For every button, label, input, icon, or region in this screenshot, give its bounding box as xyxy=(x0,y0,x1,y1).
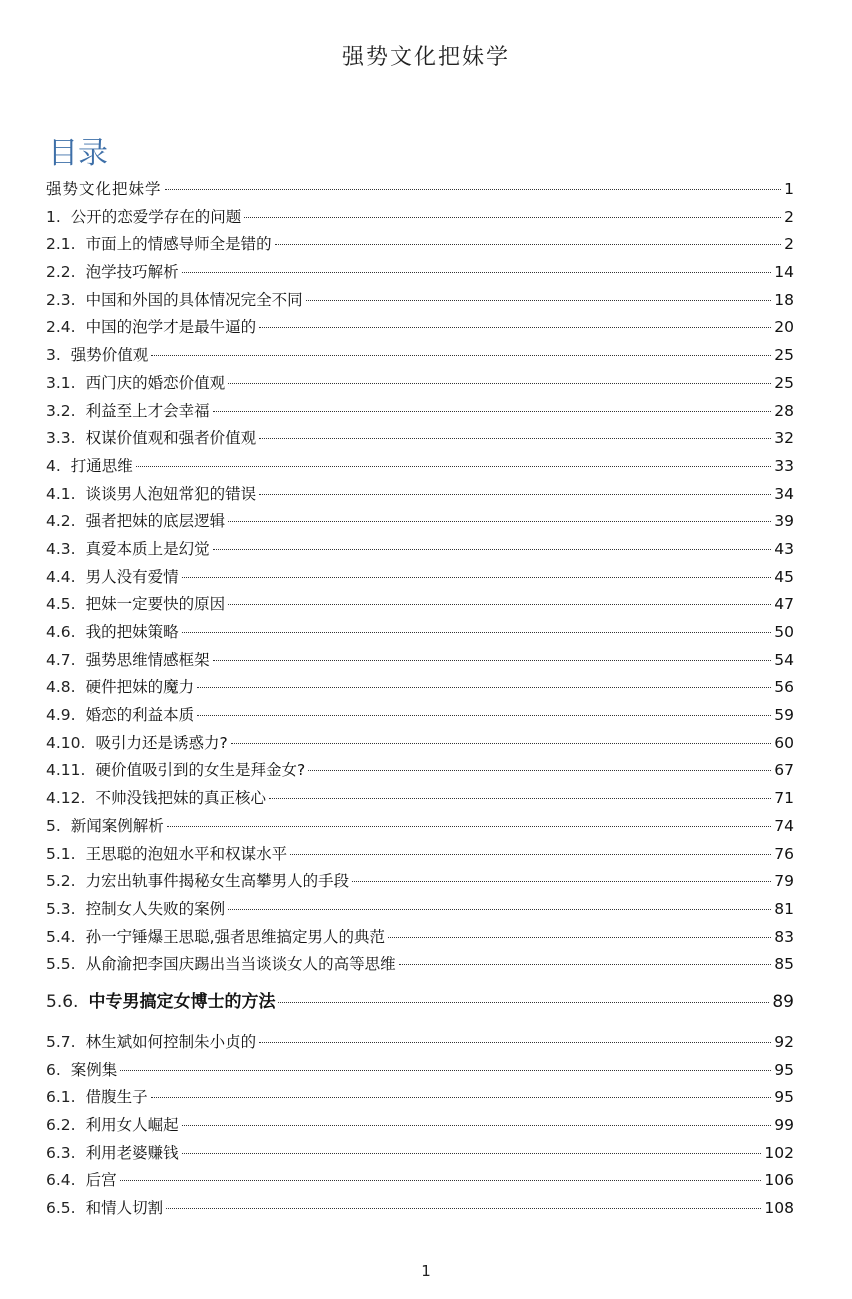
toc-entry-page: 32 xyxy=(774,429,794,448)
toc-entry-label: 控制女人失败的案例 xyxy=(85,899,226,918)
toc-entry-label: 新闻案例解析 xyxy=(70,816,164,835)
toc-dot-leader xyxy=(166,1208,761,1209)
toc-entry-number: 4.4. xyxy=(46,567,76,586)
toc-entry-label: 硬价值吸引到的女生是拜金女? xyxy=(95,761,306,780)
toc-entry[interactable] xyxy=(46,564,794,592)
toc-entry-page: 43 xyxy=(774,539,794,558)
toc-entry-number: 5.6. xyxy=(46,991,79,1012)
toc-dot-leader xyxy=(259,438,771,439)
toc-entry[interactable] xyxy=(46,702,794,730)
toc-entry[interactable] xyxy=(46,1057,794,1085)
toc-entry[interactable] xyxy=(46,951,794,979)
toc-entry-label: 把妹一定要快的原因 xyxy=(85,595,226,614)
toc-entry-number: 6.3. xyxy=(46,1143,76,1162)
toc-entry-number: 2.3. xyxy=(46,290,76,309)
toc-dot-leader xyxy=(136,466,771,467)
toc-dot-leader xyxy=(182,577,772,578)
toc-entry[interactable] xyxy=(46,1084,794,1112)
toc-entry-number: 5.1. xyxy=(46,844,76,863)
toc-dot-leader xyxy=(197,687,771,688)
toc-dot-leader xyxy=(182,632,772,633)
toc-entry-page: 18 xyxy=(774,290,794,309)
toc-entry[interactable] xyxy=(46,868,794,896)
toc-dot-leader xyxy=(306,300,772,301)
toc-entry-label: 真爱本质上是幻觉 xyxy=(85,539,210,558)
toc-entry-number: 4.2. xyxy=(46,512,76,531)
toc-dot-leader xyxy=(308,770,771,771)
toc-entry-page: 83 xyxy=(774,927,794,946)
toc-dot-leader xyxy=(388,937,771,938)
toc-entry-label: 吸引力还是诱惑力? xyxy=(95,733,228,752)
toc-dot-leader xyxy=(165,189,782,190)
toc-entry-label: 婚恋的利益本质 xyxy=(85,706,195,725)
toc-entry-label: 孙一宁锤爆王思聪,强者思维搞定男人的典范 xyxy=(85,927,386,946)
toc-entry-page: 1 xyxy=(784,180,794,198)
toc-entry-label: 男人没有爱情 xyxy=(85,567,179,586)
toc-entry-page: 106 xyxy=(764,1171,794,1190)
toc-entry-label: 林生斌如何控制朱小贞的 xyxy=(85,1032,257,1051)
toc-entry[interactable] xyxy=(46,813,794,841)
toc-dot-leader xyxy=(120,1180,762,1181)
toc-entry-number: 5.2. xyxy=(46,872,76,891)
toc-entry-number: 3.2. xyxy=(46,401,76,420)
toc-dot-leader xyxy=(182,272,772,273)
toc-entry-label: 强势文化把妹学 xyxy=(46,180,162,198)
toc-entry[interactable] xyxy=(46,730,794,758)
toc-entry[interactable] xyxy=(46,231,794,259)
toc-entry-page: 81 xyxy=(774,899,794,918)
toc-entry-page: 25 xyxy=(774,346,794,365)
toc-entry[interactable] xyxy=(46,1167,794,1195)
toc-entry-number: 5.7. xyxy=(46,1032,76,1051)
toc-entry-number: 4.3. xyxy=(46,539,76,558)
toc-entry-label: 后宫 xyxy=(85,1171,117,1190)
toc-entry-label: 强势思维情感框架 xyxy=(85,650,210,669)
toc-dot-leader xyxy=(120,1070,771,1071)
toc-entry-number: 6. xyxy=(46,1060,61,1079)
toc-entry-page: 28 xyxy=(774,401,794,420)
toc-entry-label: 中国和外国的具体情况完全不同 xyxy=(85,290,303,309)
toc-heading: 目录 xyxy=(48,136,108,171)
toc-entry-page: 33 xyxy=(774,456,794,475)
toc-entry-label: 借腹生子 xyxy=(85,1088,148,1107)
toc-entry-page: 50 xyxy=(774,623,794,641)
toc-entry-number: 2.2. xyxy=(46,263,76,282)
toc-entry[interactable] xyxy=(46,481,794,509)
toc-entry[interactable] xyxy=(46,425,794,453)
toc-entry-page: 95 xyxy=(774,1060,794,1079)
toc-entry[interactable] xyxy=(46,536,794,564)
toc-entry-label: 谈谈男人泡妞常犯的错误 xyxy=(85,484,257,503)
toc-entry-label: 中国的泡学才是最牛逼的 xyxy=(85,318,257,337)
toc-dot-leader xyxy=(197,715,771,716)
toc-entry[interactable] xyxy=(46,314,794,342)
toc-entry-number: 3.1. xyxy=(46,373,76,392)
toc-dot-leader xyxy=(259,494,771,495)
toc-entry[interactable] xyxy=(46,985,794,1019)
toc-entry-number: 5.3. xyxy=(46,899,76,918)
toc-entry-label: 硬件把妹的魔力 xyxy=(85,678,195,697)
toc-dot-leader xyxy=(167,826,771,827)
toc-entry[interactable] xyxy=(46,508,794,536)
toc-entry-page: 59 xyxy=(774,706,794,725)
toc-entry-page: 34 xyxy=(774,484,794,503)
toc-entry-number: 5. xyxy=(46,816,61,835)
table-of-contents xyxy=(46,176,794,1223)
toc-dot-leader xyxy=(269,798,771,799)
toc-entry-page: 74 xyxy=(774,816,794,835)
toc-dot-leader xyxy=(244,217,781,218)
toc-dot-leader xyxy=(231,743,772,744)
toc-entry-label: 我的把妹策略 xyxy=(85,623,179,641)
toc-entry-number: 1. xyxy=(46,207,61,226)
toc-dot-leader xyxy=(182,1153,762,1154)
toc-entry-page: 108 xyxy=(764,1199,794,1218)
toc-entry[interactable] xyxy=(46,896,794,924)
toc-dot-leader xyxy=(228,521,771,522)
toc-entry-number: 3. xyxy=(46,346,61,365)
toc-entry-number: 6.4. xyxy=(46,1171,76,1190)
toc-entry-label: 不帅没钱把妹的真正核心 xyxy=(95,789,266,808)
toc-entry[interactable] xyxy=(46,1195,794,1223)
toc-dot-leader xyxy=(228,909,771,910)
document-title: 强势文化把妹学 xyxy=(341,45,510,70)
toc-entry-number: 4.7. xyxy=(46,650,76,669)
toc-dot-leader xyxy=(228,383,771,384)
toc-dot-leader xyxy=(213,660,772,661)
toc-dot-leader xyxy=(151,355,771,356)
toc-entry-page: 79 xyxy=(774,872,794,891)
toc-entry-page: 45 xyxy=(774,567,794,586)
toc-dot-leader xyxy=(228,604,771,605)
toc-entry-label: 市面上的情感导师全是错的 xyxy=(85,235,272,254)
toc-dot-leader xyxy=(275,244,782,245)
toc-entry-label: 强者把妹的底层逻辑 xyxy=(85,512,226,531)
toc-entry-label: 从俞渝把李国庆踢出当当谈谈女人的高等思维 xyxy=(85,955,396,974)
toc-entry[interactable] xyxy=(46,1112,794,1140)
toc-entry-label: 王思聪的泡妞水平和权谋水平 xyxy=(85,844,288,863)
toc-entry-page: 67 xyxy=(774,761,794,780)
toc-entry-label: 利用女人崛起 xyxy=(85,1116,179,1134)
toc-dot-leader xyxy=(213,549,772,550)
toc-entry[interactable] xyxy=(46,342,794,370)
toc-entry[interactable] xyxy=(46,398,794,426)
toc-entry-number: 4.9. xyxy=(46,706,76,725)
toc-entry-page: 14 xyxy=(774,263,794,282)
toc-entry[interactable] xyxy=(46,453,794,481)
toc-entry-page: 71 xyxy=(774,789,794,808)
toc-entry-number: 5.5. xyxy=(46,955,76,974)
toc-entry-label: 力宏出轨事件揭秘女生高攀男人的手段 xyxy=(85,872,350,891)
toc-entry[interactable] xyxy=(46,757,794,785)
toc-entry[interactable] xyxy=(46,924,794,952)
toc-entry-label: 权谋价值观和强者价值观 xyxy=(85,429,257,448)
toc-entry-page: 76 xyxy=(774,844,794,863)
toc-entry-page: 92 xyxy=(774,1032,794,1051)
toc-entry-page: 89 xyxy=(772,991,794,1012)
toc-entry-number: 4.6. xyxy=(46,623,76,641)
toc-entry-label: 利用老婆赚钱 xyxy=(85,1143,179,1162)
toc-entry[interactable] xyxy=(46,785,794,813)
toc-entry-label: 打通思维 xyxy=(70,456,133,475)
toc-entry[interactable] xyxy=(46,841,794,869)
toc-entry[interactable] xyxy=(46,259,794,287)
toc-entry-number: 5.4. xyxy=(46,927,76,946)
toc-entry[interactable] xyxy=(46,647,794,675)
toc-entry[interactable] xyxy=(46,1140,794,1168)
toc-entry-number: 4.1. xyxy=(46,484,76,503)
toc-entry-number: 4.11. xyxy=(46,761,86,780)
toc-entry[interactable] xyxy=(46,176,794,204)
toc-entry-number: 6.1. xyxy=(46,1088,76,1107)
toc-entry-page: 56 xyxy=(774,678,794,697)
toc-entry-page: 60 xyxy=(774,733,794,752)
toc-dot-leader xyxy=(259,1042,771,1043)
toc-entry-number: 4.8. xyxy=(46,678,76,697)
toc-entry-number: 4.12. xyxy=(46,789,86,808)
toc-entry-page: 95 xyxy=(774,1088,794,1107)
toc-dot-leader xyxy=(278,1002,769,1003)
toc-entry-label: 和情人切割 xyxy=(85,1199,164,1218)
toc-entry-page: 85 xyxy=(774,955,794,974)
toc-entry[interactable] xyxy=(46,591,794,619)
toc-entry-page: 47 xyxy=(774,595,794,614)
toc-entry-number: 2.4. xyxy=(46,318,76,337)
toc-entry-label: 公开的恋爱学存在的问题 xyxy=(70,207,242,226)
toc-dot-leader xyxy=(213,411,772,412)
toc-entry-number: 6.5. xyxy=(46,1199,76,1218)
toc-entry-number: 6.2. xyxy=(46,1116,76,1134)
toc-entry-label: 泡学技巧解析 xyxy=(85,263,179,282)
toc-dot-leader xyxy=(352,881,771,882)
toc-entry-page: 20 xyxy=(774,318,794,337)
toc-entry-number: 3.3. xyxy=(46,429,76,448)
toc-entry-number: 4. xyxy=(46,456,61,475)
toc-entry-number: 4.5. xyxy=(46,595,76,614)
toc-entry-label: 西门庆的婚恋价值观 xyxy=(85,373,226,392)
toc-dot-leader xyxy=(151,1097,772,1098)
toc-entry-label: 利益至上才会幸福 xyxy=(85,401,210,420)
toc-entry-page: 2 xyxy=(784,207,794,226)
toc-entry-label: 案例集 xyxy=(70,1060,118,1079)
toc-entry[interactable] xyxy=(46,287,794,315)
toc-entry-page: 99 xyxy=(774,1116,794,1134)
toc-dot-leader xyxy=(399,964,772,965)
toc-entry-label: 强势价值观 xyxy=(70,346,149,365)
page-number: 1 xyxy=(421,1262,431,1280)
toc-dot-leader xyxy=(182,1125,772,1126)
toc-entry[interactable] xyxy=(46,619,794,647)
toc-dot-leader xyxy=(290,854,771,855)
toc-entry[interactable] xyxy=(46,370,794,398)
toc-entry[interactable] xyxy=(46,674,794,702)
toc-entry-page: 25 xyxy=(774,373,794,392)
toc-entry-label: 中专男搞定女博士的方法 xyxy=(88,991,276,1012)
toc-entry-page: 102 xyxy=(764,1143,794,1162)
toc-entry[interactable] xyxy=(46,1029,794,1057)
toc-entry-page: 54 xyxy=(774,650,794,669)
toc-entry-number: 4.10. xyxy=(46,733,86,752)
toc-entry-number: 2.1. xyxy=(46,235,76,254)
toc-entry[interactable] xyxy=(46,204,794,232)
toc-entry-page: 39 xyxy=(774,512,794,531)
toc-dot-leader xyxy=(259,327,771,328)
toc-entry-page: 2 xyxy=(784,235,794,254)
